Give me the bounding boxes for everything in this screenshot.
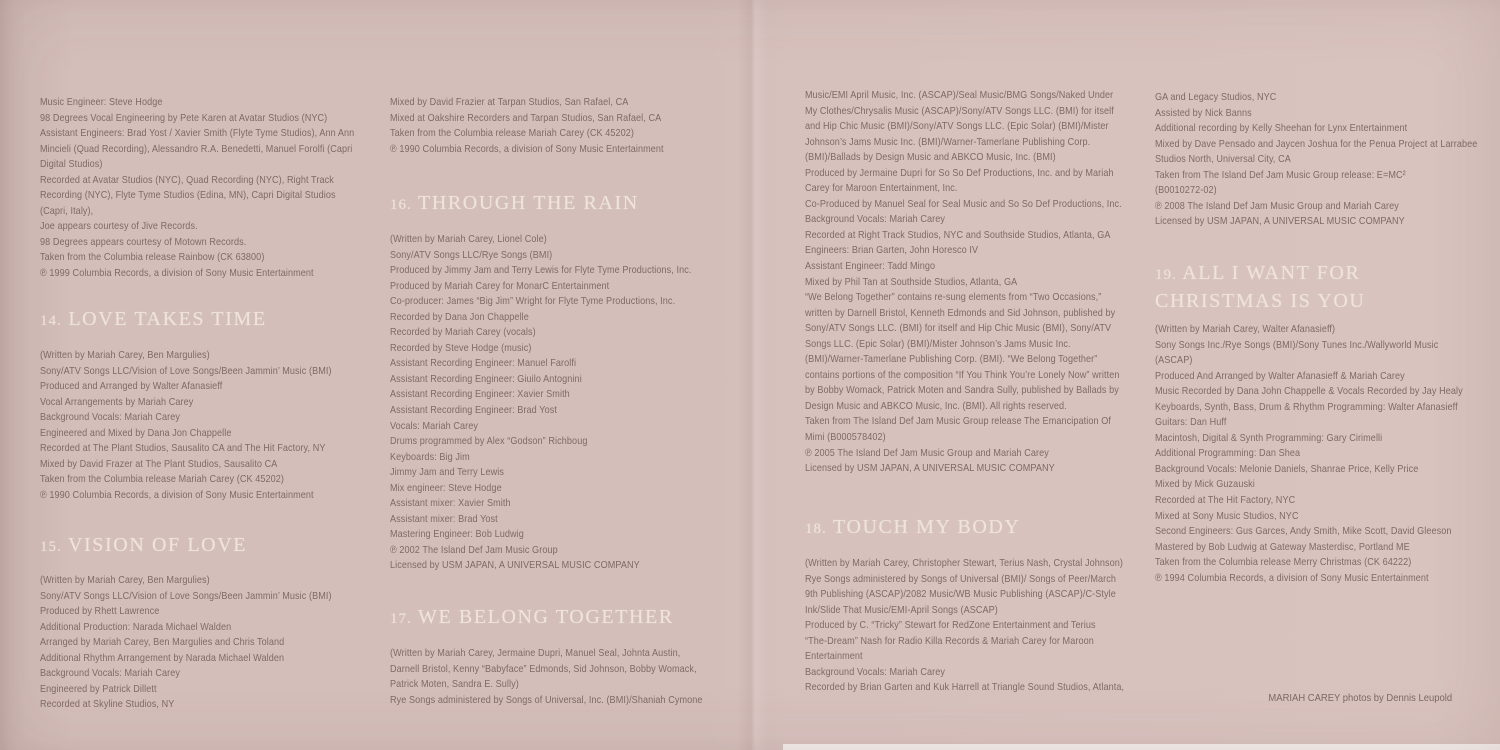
credit-line: Additional Production: Narada Michael Walden [40,620,232,633]
credit-block [40,573,372,713]
credit-line: Jimmy Jam and Terry Lewis [390,466,505,479]
credits-column-2 [390,0,722,750]
credit-line: Assistant Engineers: Brad Yost / Xavier Smith (Flyte Tyme Studios), Ann Ann [40,127,355,140]
credit-line: Studios North, Universal City, CA [1155,153,1291,166]
credit-block [40,348,372,503]
credit-line: Ink/Slide That Music/EMI-April Songs (ASCAP) [805,603,998,616]
credit-line: Taken from The Island Def Jam Music Group release The Emancipation Of [805,415,1112,428]
credit-line: “We Belong Together” contains re-sung elements from “Two Occasions,” [805,291,1102,304]
credit-line: Second Engineers: Gus Garces, Andy Smith, Mike Scott, David Gleeson [1155,525,1452,538]
credit-line: Recorded by Dana Jon Chappelle [390,310,529,323]
credit-line: Joe appears courtesy of Jive Records. [40,220,198,233]
credit-line: Vocals: Mariah Carey [390,419,479,432]
credit-line: (B0010272-02) [1155,184,1217,197]
credit-line: Mincieli (Quad Recording), Alessandro R.A. Benedetti, Manuel Forolfi (Capri [40,142,353,155]
credit-line: Taken from The Island Def Jam Music Group release: E=MC² [1155,168,1406,181]
credit-line: Engineers: Brian Garten, John Horesco IV [805,244,979,257]
credit-line: (Written by Mariah Carey, Lionel Cole) [390,233,547,245]
credit-line: Entertainment [805,650,863,663]
credit-line: Johnson’s Jams Music Inc. (BMI)/Warner-Tamerlane Publishing Corp. [805,135,1091,148]
credit-line: Music Engineer: Steve Hodge [40,96,163,108]
credit-line: ℗ 2002 The Island Def Jam Music Group [390,543,558,556]
credit-line: Mixed at Sony Music Studios, NYC [1155,509,1299,522]
credit-line: Licensed by USM JAPAN, A UNIVERSAL MUSIC COMPANY [390,559,640,572]
credit-line: “The-Dream” Nash for Radio Killa Records & Mariah Carey for Maroon [805,634,1094,647]
credit-line: (Capri, Italy), [40,204,94,217]
credits-column-4 [1155,0,1478,750]
credit-block [390,95,722,157]
credit-line: Taken from the Columbia release Mariah Carey (CK 45202) [390,127,635,140]
credit-line: Drums programmed by Alex “Godson” Richboug [390,435,588,448]
credit-line: Mixed at Oakshire Recorders and Tarpan Studios, San Rafael, CA [390,111,662,124]
credit-line: Music Recorded by Dana John Chappelle & Vocals Recorded by Jay Healy [1155,385,1463,398]
credit-line: Sony/ATV Songs LLC/Vision of Love Songs/Been Jammin’ Music (BMI) [40,364,332,377]
credit-line: Recorded at The Plant Studios, Sausalito CA and The Hit Factory, NY [40,442,326,455]
credit-line: Recorded by Brian Garten and Kuk Harrell at Triangle Sound Studios, Atlanta, [805,681,1125,694]
credit-line: Background Vocals: Mariah Carey [805,213,946,226]
credit-line: 9th Publishing (ASCAP)/2082 Music/WB Music Publishing (ASCAP)/C-Style [805,588,1116,601]
credit-line: Engineered and Mixed by Dana Jon Chappelle [40,426,232,439]
credit-line: Assistant mixer: Brad Yost [390,512,498,525]
credit-line: Mix engineer: Steve Hodge [390,481,502,494]
credit-line: Recorded by Steve Hodge (music) [390,341,532,354]
credit-block [1155,322,1473,586]
track-heading-15 [40,532,372,560]
credit-line: Mimi (B000578402) [805,431,886,444]
credit-line: (BMI)/Warner-Tamerlane Publishing Corp. (BMI). “We Belong Together” [805,353,1098,366]
credit-line: Engineered by Patrick Dillett [40,682,157,695]
credit-line: Recorded at The Hit Factory, NYC [1155,494,1296,507]
credit-block [1155,90,1478,230]
credit-line: (ASCAP) [1155,354,1193,367]
track-title: LOVE TAKES TIME [68,308,267,330]
credit-line: 98 Degrees Vocal Engineering by Pete Karen at Avatar Studios (NYC) [40,111,328,124]
credit-line: Produced by Jimmy Jam and Terry Lewis for Flyte Tyme Productions, Inc. [390,264,692,277]
credit-line: Co-producer: James “Big Jim” Wright for Flyte Tyme Productions, Inc. [390,295,676,308]
credit-line: Recorded by Mariah Carey (vocals) [390,326,536,339]
credit-line: 98 Degrees appears courtesy of Motown Records. [40,235,247,248]
credit-line: Background Vocals: Mariah Carey [40,411,181,424]
credit-line: Sony/ATV Songs LLC/Vision of Love Songs/Been Jammin’ Music (BMI) [40,589,332,602]
credit-line: ℗ 1990 Columbia Records, a division of Sony Music Entertainment [390,142,664,155]
track-number: 14. [40,313,62,329]
credit-line: Produced by C. “Tricky” Stewart for RedZone Entertainment and Terius [805,619,1096,632]
credit-line: Background Vocals: Melonie Daniels, Shanrae Price, Kelly Price [1155,462,1419,475]
credit-line: Mastered by Bob Ludwig at Gateway Masterdisc, Portland ME [1155,540,1410,553]
credit-line: Assistant mixer: Xavier Smith [390,497,511,510]
credit-line: Licensed by USM JAPAN, A UNIVERSAL MUSIC COMPANY [805,462,1055,475]
credit-line: Music/EMI April Music, Inc. (ASCAP)/Seal Music/BMG Songs/Naked Under [805,89,1114,101]
track-number: 19. [1155,267,1177,283]
credit-line: Darnell Bristol, Kenny “Babyface” Edmonds, Sid Johnson, Bobby Womack, [390,662,697,675]
credit-line: Mixed by Dave Pensado and Jaycen Joshua for the Penua Project at Larrabee [1155,137,1478,150]
credit-line: Produced by Jermaine Dupri for So So Def Productions, Inc. and by Mariah [805,166,1114,179]
credit-line: Sony Songs Inc./Rye Songs (BMI)/Sony Tunes Inc./Wallyworld Music [1155,338,1439,351]
credit-line: by Bobby Womack, Patrick Moten and Sandra Sully, published by Ballads by [805,384,1119,397]
credit-line: Keyboards, Synth, Bass, Drum & Rhythm Programming: Walter Afanasieff [1155,400,1458,413]
credit-line: Sony/ATV Songs LLC. (BMI) for itself and Hip Chic Music (BMI), Sony/ATV [805,322,1112,335]
credit-line: Additional Programming: Dan Shea [1155,447,1301,460]
track-number: 15. [40,539,62,555]
credit-line: Produced by Mariah Carey for MonarC Entertainment [390,279,610,292]
credit-block [390,232,722,574]
credit-line: Mastering Engineer: Bob Ludwig [390,528,524,541]
credit-line: contains portions of the composition “If You Think You’re Lonely Now” written [805,368,1120,381]
credit-line: Recorded at Skyline Studios, NY [40,698,175,711]
credit-line: Background Vocals: Mariah Carey [805,665,946,678]
credits-column-3 [805,0,1137,750]
track-number: 16. [390,197,412,213]
credit-line: Produced and Arranged by Walter Afanasieff [40,380,223,393]
track-title: VISION OF LOVE [68,534,248,556]
track-heading-17 [390,604,722,632]
credit-line: Mixed by Phil Tan at Southside Studios, Atlanta, GA [805,275,1018,288]
credit-line: Taken from the Columbia release Mariah Carey (CK 45202) [40,473,285,486]
credit-line: (Written by Mariah Carey, Ben Margulies) [40,574,210,586]
track-heading-18 [805,514,1137,542]
credit-line: Sony/ATV Songs LLC/Rye Songs (BMI) [390,248,553,261]
credit-line: Mixed by David Frazer at The Plant Studios, Sausalito CA [40,457,278,470]
track-heading-19 [1155,260,1473,314]
credit-line: Taken from the Columbia release Merry Christmas (CK 64222) [1155,556,1412,569]
track-heading-14 [40,306,372,334]
credit-line: My Clothes/Chrysalis Music (ASCAP)/Sony/ATV Songs LLC. (BMI) for itself [805,104,1114,117]
credit-line: Additional Rhythm Arrangement by Narada Michael Walden [40,651,285,664]
credit-line: ℗ 1990 Columbia Records, a division of Sony Music Entertainment [40,488,314,501]
credit-line: ℗ 2005 The Island Def Jam Music Group and Mariah Carey [805,446,1049,459]
credit-line: Assisted by Nick Banns [1155,106,1252,119]
credit-line: Assistant Recording Engineer: Xavier Smith [390,388,570,401]
credit-line: Assistant Engineer: Tadd Mingo [805,260,936,273]
credit-line: Keyboards: Big Jim [390,450,470,463]
credit-line: Assistant Recording Engineer: Manuel Farolfi [390,357,577,370]
credit-line: Assistant Recording Engineer: Giuilo Antognini [390,372,582,385]
credit-line: Mixed by David Frazier at Tarpan Studios, San Rafael, CA [390,96,629,108]
credits-column-1 [40,0,372,750]
credit-line: Produced by Rhett Lawrence [40,605,160,618]
credit-line: Recorded at Right Track Studios, NYC and Southside Studios, Atlanta, GA [805,228,1111,241]
credit-line: (Written by Mariah Carey, Christopher Stewart, Terius Nash, Crystal Johnson) [805,557,1124,569]
credit-line: Patrick Moten, Sandra E. Sully) [390,678,519,691]
credit-line: (Written by Mariah Carey, Walter Afanasieff) [1155,323,1336,335]
credit-line: Licensed by USM JAPAN, A UNIVERSAL MUSIC COMPANY [1155,215,1405,228]
credit-line: Arranged by Mariah Carey, Ben Margulies and Chris Toland [40,636,285,649]
credit-line: written by Darnell Bristol, Kenneth Edmonds and Sid Johnson, published by [805,306,1116,319]
credit-line: Vocal Arrangements by Mariah Carey [40,395,194,408]
credit-line: Rye Songs administered by Songs of Universal (BMI)/ Songs of Peer/March [805,572,1117,585]
credit-line: Guitars: Dan Huff [1155,416,1227,429]
credit-line: Mixed by Mick Guzauski [1155,478,1255,491]
track-number: 18. [805,521,827,537]
credit-block [390,646,722,708]
credit-line: Macintosh, Digital & Synth Programming: Gary Cirimelli [1155,431,1383,444]
credit-line: ℗ 1999 Columbia Records, a division of Sony Music Entertainment [40,267,314,280]
photo-credit: MARIAH CAREY photos by Dennis Leupold [1268,692,1452,704]
track-title: ALL I WANT FOR CHRISTMAS IS YOU [1155,262,1366,312]
track-title: THROUGH THE RAIN [418,192,639,214]
page-fold [737,0,767,750]
credit-line: ℗ 2008 The Island Def Jam Music Group and Mariah Carey [1155,199,1399,212]
credit-line: Co-Produced by Manuel Seal for Seal Music and So So Def Productions, Inc. [805,197,1122,210]
credit-line: Recorded at Avatar Studios (NYC), Quad Recording (NYC), Right Track [40,173,334,186]
credit-line: GA and Legacy Studios, NYC [1155,91,1277,103]
credit-line: Produced And Arranged by Walter Afanasieff & Mariah Carey [1155,369,1405,382]
credit-line: Design Music and ABKCO Music, Inc. (BMI). All rights reserved. [805,399,1067,412]
track-title: TOUCH MY BODY [833,516,1021,538]
credit-block [805,88,1137,477]
credit-line: Additional recording by Kelly Sheehan for Lynx Entertainment [1155,122,1408,135]
credit-line: Digital Studios) [40,158,103,171]
credit-line: Carey for Maroon Entertainment, Inc. [805,182,958,195]
credit-line: Recording (NYC), Flyte Tyme Studios (Edina, MN), Capri Digital Studios [40,189,336,202]
credit-line: Taken from the Columbia release Rainbow (CK 63800) [40,251,265,264]
track-number: 17. [390,611,412,627]
credit-block [40,95,372,282]
credit-line: Rye Songs administered by Songs of Universal, Inc. (BMI)/Shaniah Cymone [390,693,703,706]
credit-line: Background Vocals: Mariah Carey [40,667,181,680]
credit-line: and Hip Chic Music (BMI)/Sony/ATV Songs LLC. (Epic Solar) (BMI)/Mister [805,120,1109,133]
credit-line: (BMI)/Ballads by Design Music and ABKCO Music, Inc. (BMI) [805,151,1056,164]
credit-line: Assistant Recording Engineer: Brad Yost [390,404,557,417]
track-heading-16 [390,190,722,218]
track-title: WE BELONG TOGETHER [418,606,674,628]
credit-line: (Written by Mariah Carey, Jermaine Dupri, Manuel Seal, Johnta Austin, [390,647,681,659]
credit-line: Songs LLC. (Epic Solar) (BMI)/Mister Johnson’s Jams Music Inc. [805,337,1071,350]
credit-line: ℗ 1994 Columbia Records, a division of Sony Music Entertainment [1155,571,1429,584]
credit-block [805,556,1137,696]
credit-line: (Written by Mariah Carey, Ben Margulies) [40,349,210,361]
